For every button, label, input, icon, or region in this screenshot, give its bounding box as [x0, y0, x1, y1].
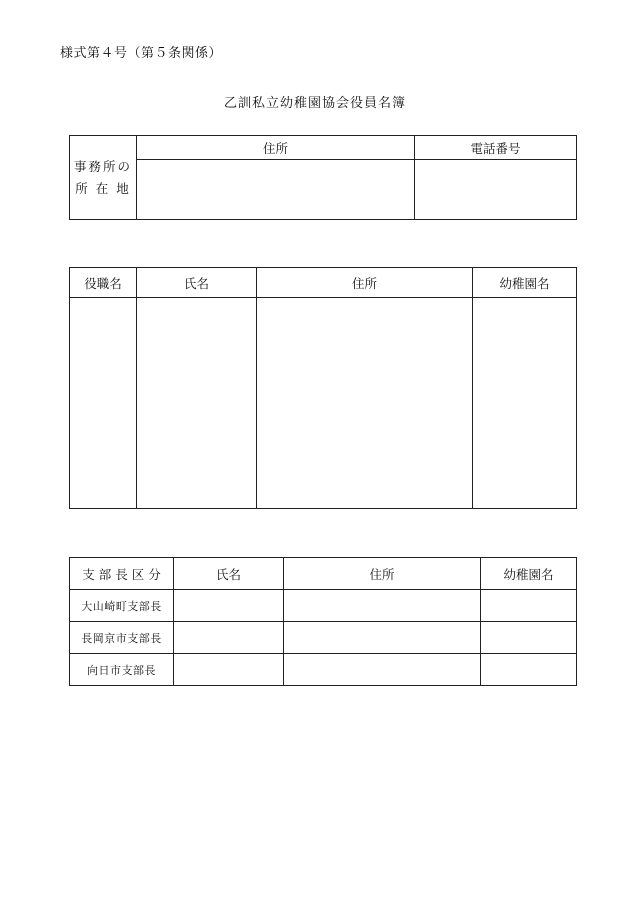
branch-address-cell[interactable]	[284, 622, 481, 654]
office-location-label	[70, 136, 137, 220]
office-phone-cell[interactable]	[415, 160, 577, 220]
branch-row-label: 長岡京市支部長	[70, 622, 174, 654]
office-location-table	[69, 135, 577, 220]
form-number: 様式第４号（第５条関係）	[60, 46, 223, 61]
officer-address-header: 住所	[257, 268, 473, 298]
officer-name-cell[interactable]	[137, 298, 257, 509]
officer-address-cell[interactable]	[257, 298, 473, 509]
branch-address-cell[interactable]	[284, 590, 481, 622]
branch-row-label: 向日市支部長	[70, 654, 174, 686]
officer-kindergarten-header: 幼稚園名	[473, 268, 577, 298]
office-address-header: 住所	[137, 136, 415, 160]
branch-name-cell[interactable]	[174, 654, 284, 686]
branch-category-header: 支 部 長 区 分	[70, 558, 174, 590]
officer-kindergarten-cell[interactable]	[473, 298, 577, 509]
office-phone-header: 電話番号	[415, 136, 577, 160]
branch-address-header: 住所	[284, 558, 481, 590]
branch-name-cell[interactable]	[174, 622, 284, 654]
table-row	[70, 622, 577, 654]
officer-position-header: 役職名	[70, 268, 137, 298]
branch-kindergarten-cell[interactable]	[481, 590, 577, 622]
officers-table	[69, 267, 577, 509]
office-location-label-line1: 事務所の	[73, 158, 132, 174]
document-title: 乙訓私立幼稚園協会役員名簿	[223, 96, 406, 111]
branch-kindergarten-cell[interactable]	[481, 622, 577, 654]
branch-heads-table	[69, 557, 577, 686]
branch-kindergarten-cell[interactable]	[481, 654, 577, 686]
branch-kindergarten-header: 幼稚園名	[481, 558, 577, 590]
branch-name-header: 氏名	[174, 558, 284, 590]
branch-address-cell[interactable]	[284, 654, 481, 686]
office-address-cell[interactable]	[137, 160, 415, 220]
office-location-label-line2: 所 在 地	[75, 180, 131, 196]
officer-name-header: 氏名	[137, 268, 257, 298]
table-row	[70, 590, 577, 622]
officer-position-cell[interactable]	[70, 298, 137, 509]
table-row	[70, 654, 577, 686]
branch-row-label: 大山崎町支部長	[70, 590, 174, 622]
branch-name-cell[interactable]	[174, 590, 284, 622]
